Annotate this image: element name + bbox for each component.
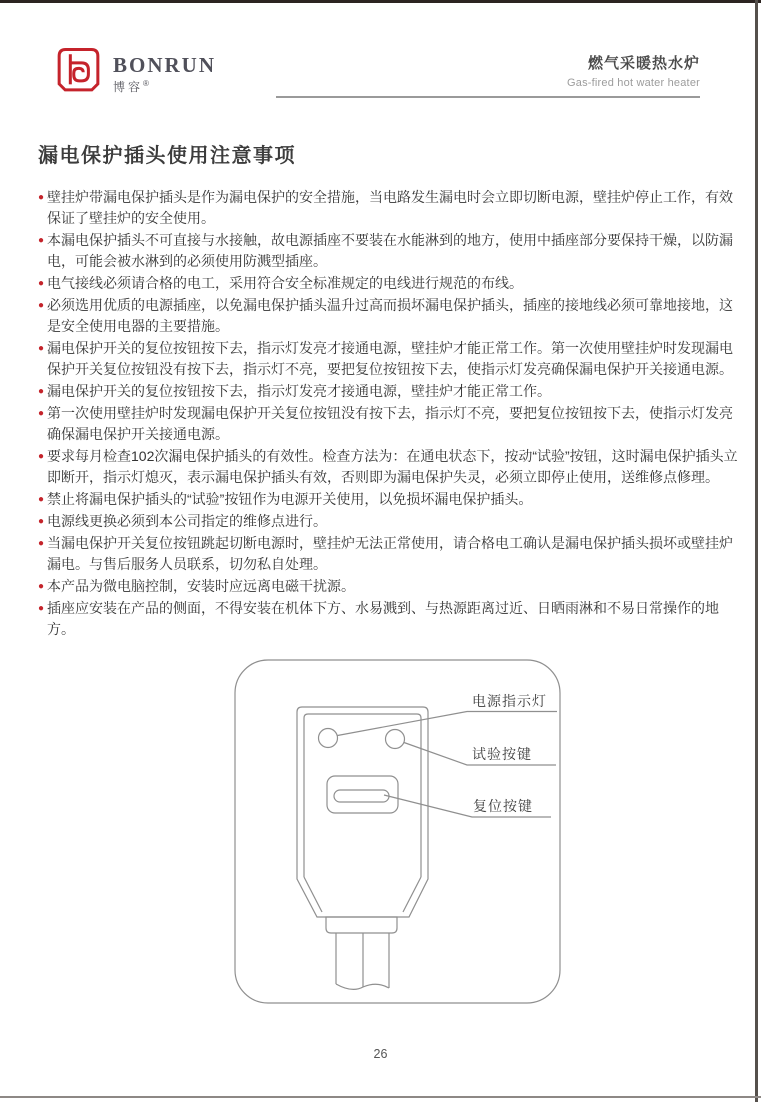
page-number: 26 [373,1047,388,1061]
plug-collar [326,917,397,933]
plug-body-inner-line [304,714,421,877]
bullet-icon: ● [38,451,45,462]
reset-button [334,790,389,802]
bonrun-logo-icon [57,47,100,100]
notice-item-text: 电气接线必须请合格的电工，采用符合安全标准规定的电线进行规范的布线。 [47,275,523,291]
test-button [386,730,405,749]
notice-item-text: 壁挂炉带漏电保护插头是作为漏电保护的安全措施，当电路发生漏电时会立即切断电源，壁挂炉停止工作，有效保证了壁挂炉的安全使用。 [47,189,733,226]
page-edge-right [755,0,758,1102]
reset-button-recess [327,776,398,813]
bullet-icon: ● [38,278,45,289]
notice-item-text: 插座应安装在产品的侧面，不得安装在机体下方、水易溅到、与热源距离过近、日晒雨淋和不易日常操作的地方。 [47,600,719,637]
plug-body-outline [297,707,428,917]
notice-item [38,403,738,445]
notice-item [38,273,738,294]
notice-item [38,338,738,380]
notice-item-text: 本产品为微电脑控制，安装时应远离电磁干扰源。 [47,578,355,594]
notice-item [38,295,738,337]
bullet-icon: ● [38,235,45,246]
page-title: 漏电保护插头使用注意事项 [38,145,296,167]
brand-text [113,54,216,95]
power-indicator-light [319,729,338,748]
notice-item-text: 漏电保护开关的复位按钮按下去，指示灯发亮才接通电源，壁挂炉才能正常工作。第一次使用壁挂炉时发现漏电保护开关复位按钮没有按下去，指示灯不亮，要把复位按钮按下去，使指示灯发亮确保漏电保护开关接通电源。 [47,340,733,377]
product-name-en: Gas-fired hot water heater [567,77,700,89]
notice-item-text: 漏电保护开关的复位按钮按下去，指示灯发亮才接通电源，壁挂炉才能正常工作。 [47,383,551,399]
label-power-indicator: 电源指示灯 [472,695,547,710]
bullet-icon: ● [38,538,45,549]
notice-item-text: 禁止将漏电保护插头的“试验”按钮作为电源开关使用，以免损坏漏电保护插头。 [47,491,533,507]
notice-item-text: 要求每月检查102次漏电保护插头的有效性。检查方法为：在通电状态下，按动“试验”按钮，这时漏电保护插头立即断开，指示灯熄灭，表示漏电保护插头有效，否则即为漏电保护失灵，必须立即停止使用，送维修点修理。 [47,448,738,485]
header-divider [276,96,700,98]
brand-name [113,54,216,76]
notice-list [38,187,738,641]
page-edge-bottom [0,1096,761,1098]
leader-power-indicator [338,712,558,736]
notice-item-text: 当漏电保护开关复位按钮跳起切断电源时，壁挂炉无法正常使用，请合格电工确认是漏电保护插头损坏或壁挂炉漏电。与售后服务人员联系，切勿私自处理。 [47,535,733,572]
bullet-icon: ● [38,516,45,527]
bullet-icon: ● [38,581,45,592]
label-reset-button: 复位按键 [473,800,533,815]
brand-name-chinese [113,78,216,95]
brand-cn-label: 博容 [113,80,144,94]
notice-item [38,230,738,272]
label-test-button: 试验按键 [472,748,532,763]
bullet-icon: ● [38,408,45,419]
notice-item [38,598,738,640]
bullet-icon: ● [38,192,45,203]
leakage-plug-diagram [200,640,600,1040]
product-name-cn: 燃气采暖热水炉 [587,55,700,72]
bullet-icon: ● [38,603,45,614]
notice-item-text: 电源线更换必须到本公司指定的维修点进行。 [47,513,327,529]
notice-item [38,511,738,532]
bullet-icon: ● [38,494,45,505]
notice-item [38,489,738,510]
bullet-icon: ● [38,300,45,311]
page-edge-top [0,0,761,3]
notice-item-text: 第一次使用壁挂炉时发现漏电保护开关复位按钮没有按下去，指示灯不亮，要把复位按钮按下去，使指示灯发亮确保漏电保护开关接通电源。 [47,405,733,442]
notice-item [38,446,738,488]
notice-item-text: 本漏电保护插头不可直接与水接触，故电源插座不要装在水能淋到的地方，使用中插座部分要保持干燥，以防漏电，可能会被水淋到的必须使用防溅型插座。 [47,232,733,269]
registered-mark: ® [143,79,149,88]
notice-item [38,576,738,597]
notice-item-text: 必须选用优质的电源插座，以免漏电保护插头温升过高而损坏漏电保护插头，插座的接地线必须可靠地接地，这是安全使用电器的主要措施。 [47,297,733,334]
brand-name-label: BONRUN [113,53,217,77]
notice-item [38,381,738,402]
bullet-icon: ● [38,343,45,354]
product-heading [567,52,700,89]
notice-item [38,533,738,575]
bullet-icon: ● [38,386,45,397]
notice-item [38,187,738,229]
